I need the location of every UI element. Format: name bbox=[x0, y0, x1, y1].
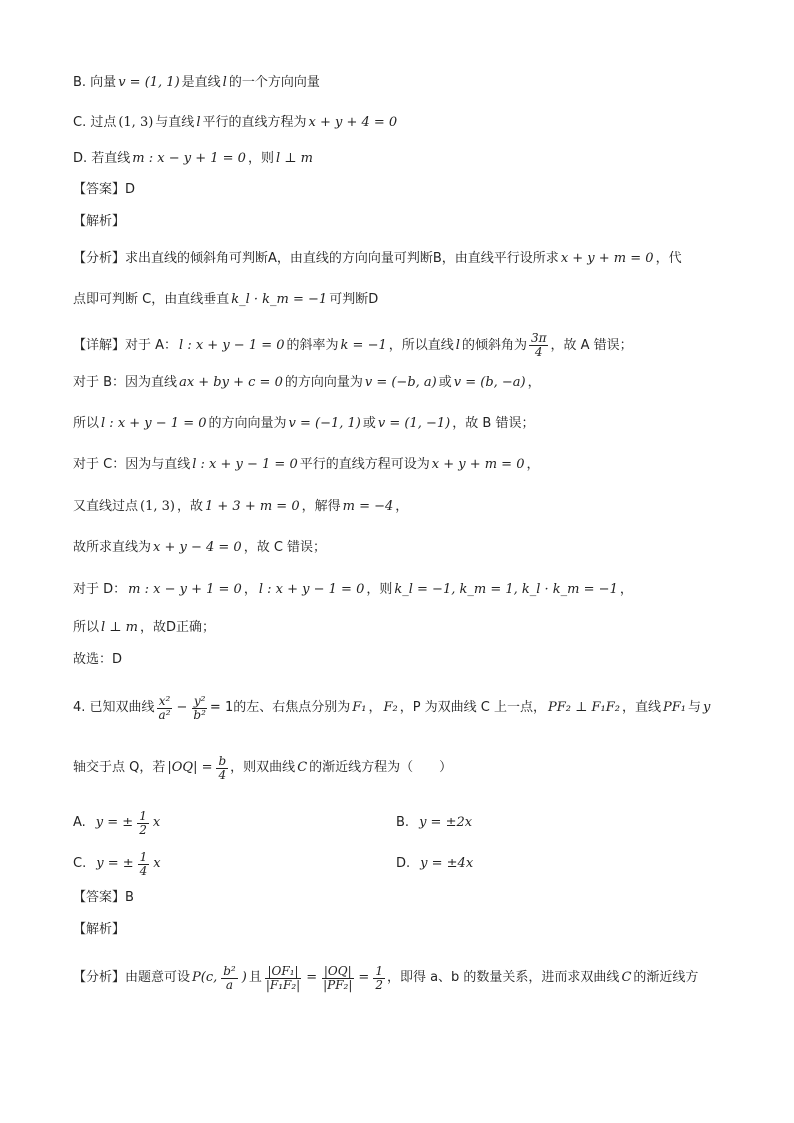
denominator: b² bbox=[193, 707, 206, 722]
text: ，则双曲线 bbox=[230, 760, 296, 775]
math-point: (1, 3) bbox=[118, 115, 154, 130]
analysis-heading-2 bbox=[73, 920, 734, 940]
text: C. 过点 bbox=[73, 115, 117, 130]
option-d-line bbox=[73, 149, 734, 169]
math-point: (1, 3) bbox=[140, 499, 175, 514]
text: 对于 C：因为与直线 bbox=[73, 457, 191, 472]
option-label: C. bbox=[73, 856, 87, 871]
text: 【分析】求出直线的倾斜角可判断A，由直线的方向向量可判断B，由直线平行设所求 bbox=[73, 251, 559, 266]
math-pf1: PF₁ bbox=[662, 700, 686, 715]
text: ，故D正确； bbox=[140, 620, 216, 635]
text: 与直线 bbox=[155, 115, 195, 130]
math-equation: k = −1 bbox=[340, 337, 387, 353]
d-analysis-1 bbox=[73, 580, 734, 600]
text: 是直线 bbox=[181, 75, 221, 90]
choice-line bbox=[73, 650, 734, 670]
text: 或 bbox=[438, 375, 452, 390]
question-4-line-1 bbox=[73, 692, 734, 724]
analysis-label: 【解析】 bbox=[73, 922, 126, 937]
math-paren: ) bbox=[241, 970, 247, 985]
math-c: C bbox=[621, 970, 632, 985]
math-equation: x + y + m = 0 bbox=[560, 251, 654, 266]
b-analysis-2 bbox=[73, 414, 734, 434]
text: 对于 D： bbox=[73, 582, 127, 597]
math-equation: y = ±2x bbox=[419, 815, 473, 830]
fraction bbox=[191, 695, 208, 722]
math-perp: l ⊥ m bbox=[101, 620, 138, 635]
text: 又直线过点 bbox=[73, 499, 139, 514]
math-vector: v = (−1, 1) bbox=[288, 416, 361, 431]
fraction bbox=[216, 755, 228, 782]
numerator: |OQ| bbox=[323, 963, 352, 978]
text: 4. 已知双曲线 bbox=[73, 700, 155, 715]
text: ，所以直线 bbox=[388, 337, 454, 353]
numerator: |OF₁| bbox=[267, 963, 299, 978]
math-abs: |OQ| = bbox=[167, 760, 213, 775]
xiangjie-line bbox=[73, 332, 734, 359]
text: 的斜率为 bbox=[286, 337, 339, 353]
numerator: b bbox=[218, 753, 227, 768]
math-equation: x + y + m = 0 bbox=[431, 457, 525, 472]
fraction bbox=[264, 965, 302, 992]
denominator: 2 bbox=[375, 977, 383, 992]
math-x: x bbox=[153, 856, 161, 871]
math-f1: F₁ bbox=[352, 700, 367, 715]
text: 轴交于点 Q，若 bbox=[73, 760, 166, 775]
text: 的方向向量为 bbox=[284, 375, 363, 390]
fenxi-line-3 bbox=[73, 958, 734, 998]
option-c-line bbox=[73, 113, 734, 133]
option-b[interactable] bbox=[396, 813, 474, 833]
text: ，直线 bbox=[621, 700, 661, 715]
fenxi-line-1 bbox=[73, 249, 734, 269]
answer-label: 【答案】D bbox=[73, 182, 136, 197]
math-equation: k_l · k_m = −1 bbox=[231, 292, 328, 307]
text: ， bbox=[368, 700, 382, 715]
math-c: C bbox=[297, 760, 308, 775]
fraction bbox=[138, 851, 150, 878]
answer-line bbox=[73, 180, 734, 200]
b-analysis-1 bbox=[73, 373, 734, 393]
denominator: 4 bbox=[218, 767, 227, 782]
text: 的方向向量为 bbox=[208, 416, 287, 431]
denominator: 4 bbox=[534, 345, 543, 359]
text: ，故 A 错误； bbox=[550, 337, 633, 353]
math-l: l bbox=[455, 337, 460, 353]
text: 【详解】对于 A： bbox=[73, 337, 178, 353]
numerator: y² bbox=[193, 693, 206, 708]
numerator: 1 bbox=[139, 849, 148, 864]
math-equation: ax + by + c = 0 bbox=[179, 375, 283, 390]
text: ， bbox=[619, 582, 633, 597]
text: 所以 bbox=[73, 416, 100, 431]
math-equation: 1 + 3 + m = 0 bbox=[204, 499, 300, 514]
math-equation: y = ±4x bbox=[420, 856, 474, 871]
option-d[interactable] bbox=[396, 854, 475, 874]
text: 可判断D bbox=[329, 292, 379, 307]
fraction bbox=[321, 965, 354, 992]
answer-line-2 bbox=[73, 888, 734, 908]
denominator: 2 bbox=[139, 822, 147, 837]
math-equation: l : x + y − 1 = 0 bbox=[179, 337, 285, 353]
numerator: 3π bbox=[530, 331, 547, 345]
option-label: B. bbox=[396, 815, 410, 830]
c-analysis-1 bbox=[73, 455, 734, 475]
math-minus: − bbox=[176, 700, 188, 715]
c-analysis-2 bbox=[73, 497, 734, 517]
analysis-heading bbox=[73, 212, 734, 232]
answer-label: 【答案】B bbox=[73, 890, 134, 905]
math-y: y bbox=[702, 700, 711, 715]
fraction bbox=[157, 695, 173, 722]
fraction bbox=[373, 965, 385, 992]
text: ，即得 a、b 的数量关系，进而求双曲线 bbox=[386, 970, 620, 985]
numerator: 1 bbox=[139, 808, 147, 823]
denominator: a² bbox=[158, 707, 171, 722]
text: B. 向量 bbox=[73, 75, 117, 90]
text: 对于 B：因为直线 bbox=[73, 375, 178, 390]
options-row-2 bbox=[73, 848, 734, 880]
text: ， bbox=[243, 582, 257, 597]
math-vector: v = (−b, a) bbox=[364, 375, 437, 390]
text: ，故 C 错误； bbox=[243, 540, 327, 555]
text: D. 若直线 bbox=[73, 151, 131, 166]
math-vector: v = (1, 1) bbox=[118, 75, 180, 90]
denominator: |F₁F₂| bbox=[265, 977, 301, 992]
fraction bbox=[221, 965, 238, 992]
math-equation: x + y − 4 = 0 bbox=[153, 540, 242, 555]
text: 的一个方向向量 bbox=[228, 75, 320, 90]
math-vector: v = (1, −1) bbox=[377, 416, 451, 431]
math-vector: v = (b, −a) bbox=[453, 375, 526, 390]
math-equation: x + y + 4 = 0 bbox=[308, 115, 398, 130]
text: 的渐近线方程为（ ） bbox=[309, 760, 453, 775]
text: 的渐近线方 bbox=[633, 970, 699, 985]
options-row-1 bbox=[73, 807, 734, 839]
choice-label: 故选：D bbox=[73, 652, 123, 667]
math-equation: l : x + y − 1 = 0 bbox=[192, 457, 298, 472]
math-equals: = bbox=[306, 970, 318, 985]
text: ，解得 bbox=[301, 499, 341, 514]
numerator: 1 bbox=[375, 963, 383, 978]
fraction bbox=[137, 810, 149, 837]
c-analysis-3 bbox=[73, 538, 734, 558]
analysis-label: 【解析】 bbox=[73, 214, 126, 229]
math-equation: k_l = −1, k_m = 1, k_l · k_m = −1 bbox=[394, 582, 618, 597]
math-equation: l : x + y − 1 = 0 bbox=[101, 416, 207, 431]
text: 或 bbox=[362, 416, 376, 431]
d-analysis-2 bbox=[73, 618, 734, 638]
denominator: |PF₂| bbox=[323, 977, 353, 992]
fenxi-line-2 bbox=[73, 290, 734, 310]
option-b-line bbox=[73, 73, 734, 93]
math-f2: F₂ bbox=[383, 700, 398, 715]
math-equation: m : x − y + 1 = 0 bbox=[128, 582, 242, 597]
text: 平行的直线方程可设为 bbox=[299, 457, 430, 472]
math-point: P(c, bbox=[192, 970, 218, 985]
option-a[interactable] bbox=[73, 810, 162, 837]
text: ，故 bbox=[176, 499, 203, 514]
text: ，P 为双曲线 C 上一点， bbox=[399, 700, 547, 715]
text: ，则 bbox=[247, 151, 274, 166]
math-equals: = bbox=[358, 970, 370, 985]
text: 点即可判断 C，由直线垂直 bbox=[73, 292, 230, 307]
text: ，则 bbox=[366, 582, 393, 597]
text: 的倾斜角为 bbox=[461, 337, 527, 353]
text: ， bbox=[395, 499, 409, 514]
numerator: x² bbox=[158, 693, 171, 708]
fraction bbox=[529, 332, 549, 359]
text: ， bbox=[527, 375, 541, 390]
math-perp: l ⊥ m bbox=[275, 151, 313, 166]
option-c[interactable] bbox=[73, 851, 163, 878]
text: = 1的左、右焦点分别为 bbox=[209, 700, 351, 715]
text: 所以 bbox=[73, 620, 100, 635]
text: ，故 B 错误； bbox=[452, 416, 535, 431]
text: 与 bbox=[687, 700, 701, 715]
math-equation: m : x − y + 1 = 0 bbox=[132, 151, 246, 166]
option-label: A. bbox=[73, 815, 86, 830]
text: 故所求直线为 bbox=[73, 540, 152, 555]
text: 【分析】由题意可设 bbox=[73, 970, 191, 985]
math-l: l bbox=[196, 115, 201, 130]
numerator: b² bbox=[223, 963, 236, 978]
question-4-line-2 bbox=[73, 752, 734, 784]
math-equation: l : x + y − 1 = 0 bbox=[258, 582, 365, 597]
text: 平行的直线方程为 bbox=[202, 115, 307, 130]
math-equation: PF₂ ⊥ F₁F₂ bbox=[548, 700, 620, 715]
text: ， bbox=[526, 457, 540, 472]
denominator: 4 bbox=[139, 863, 148, 878]
math-x: x bbox=[152, 815, 161, 830]
denominator: a bbox=[225, 977, 234, 992]
option-label: D. bbox=[396, 856, 411, 871]
math-l: l bbox=[222, 75, 227, 90]
math-equation: y = ± bbox=[96, 856, 134, 871]
text: ，代 bbox=[655, 251, 682, 266]
text: 且 bbox=[248, 970, 262, 985]
math-equation: m = −4 bbox=[342, 499, 394, 514]
math-equation: y = ± bbox=[95, 815, 134, 830]
